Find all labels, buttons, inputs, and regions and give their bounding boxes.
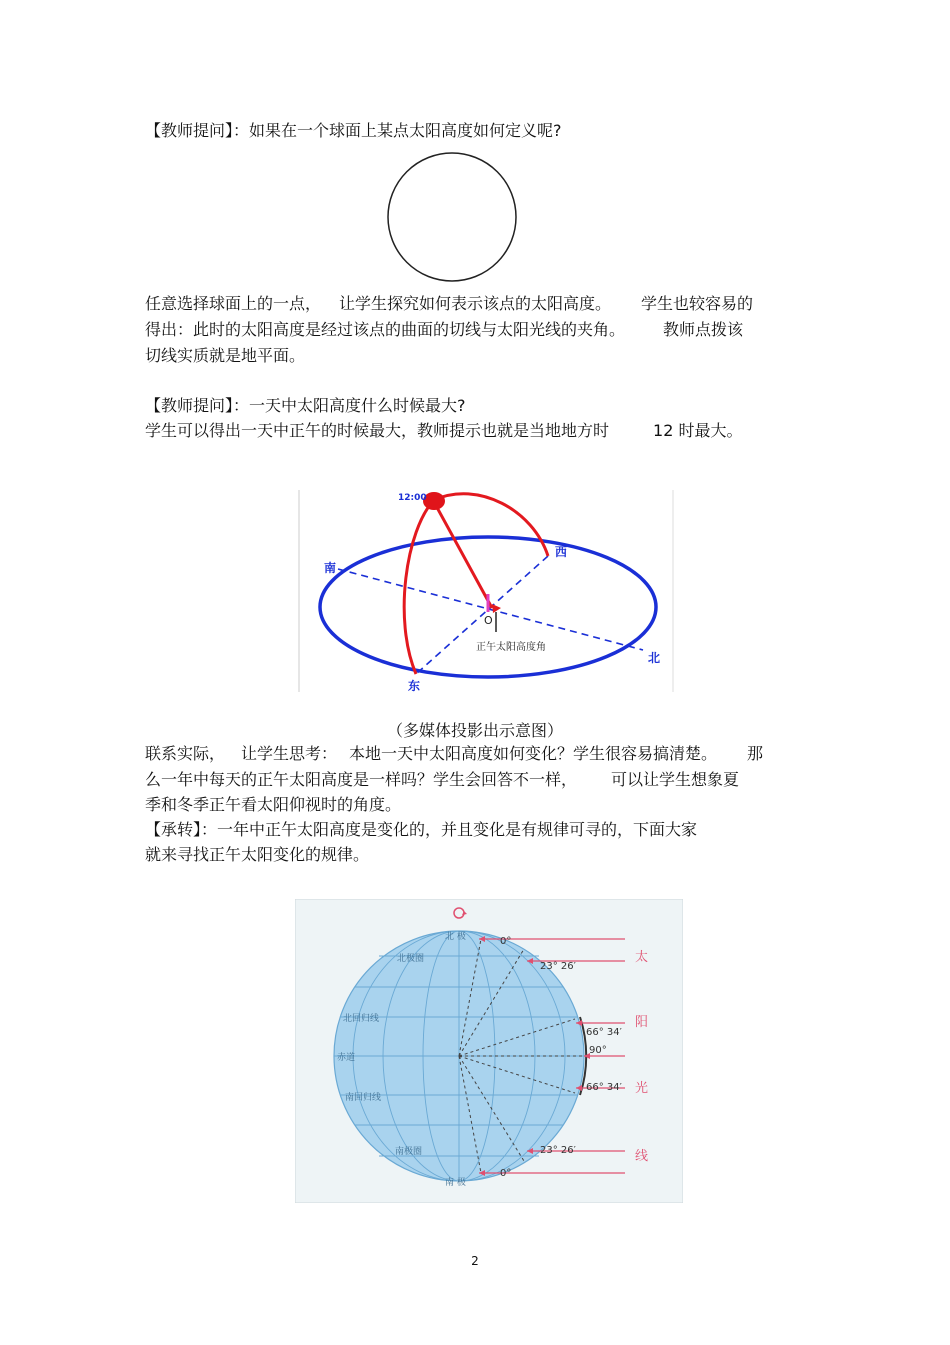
noon-sun-altitude-diagram (298, 490, 674, 692)
p1-l2-b: 教师点拨该 (663, 320, 744, 339)
p3-l2-b: 可以让学生想象夏 (611, 770, 740, 789)
p3-l1-d: 那 (747, 744, 764, 763)
paragraph-3-line-3: 季和冬季正午看太阳仰视时的角度。 (145, 795, 402, 814)
teacher-question-2: 【教师提问】：一天中太阳高度什么时候最大? (145, 396, 466, 415)
tropic-capricorn-label: 南回归线 (345, 1093, 382, 1103)
paragraph-1-line-1 (145, 294, 753, 314)
west-label: 西 (555, 545, 568, 559)
paragraph-1-line-3: 切线实质就是地平面。 (145, 346, 306, 365)
angle-label-4: 66° 34′ (586, 1082, 622, 1093)
p3-l1-c: 本地一天中太阳高度如何变化？学生很容易搞清楚。 (349, 744, 718, 763)
tropic-cancer-label: 北回归线 (343, 1014, 380, 1024)
p3-l1-a: 联系实际， (145, 744, 226, 763)
south-label: 南 (324, 561, 337, 575)
paragraph-3-line-2 (145, 770, 739, 790)
globe-sun-rays-diagram (295, 899, 683, 1203)
sun-ray-char-0: 太 (635, 950, 649, 965)
angle-label-0: 0° (500, 936, 512, 947)
transition-line-2: 就来寻找正午太阳变化的规律。 (145, 845, 370, 864)
equator-label: 赤道 (337, 1053, 356, 1063)
p2-b: 12 时最大。 (653, 421, 743, 440)
sun-ray-char-1: 阳 (635, 1015, 649, 1030)
east-west-line (416, 556, 548, 674)
p3-l2-a: 么一年中每天的正午太阳高度是一样吗？学生会回答不一样， (145, 770, 578, 789)
antarctic-circle-label: 南极圈 (395, 1147, 423, 1157)
paragraph-2 (145, 421, 742, 441)
sphere-circle-figure (384, 152, 520, 282)
p1-l1-c: 学生也较容易的 (641, 294, 754, 313)
sun-ray-line (434, 502, 492, 608)
angle-caption: 正午太阳高度角 (476, 642, 546, 653)
angle-label-3: 90° (589, 1045, 607, 1056)
paragraph-3-line-1 (145, 744, 763, 764)
angle-label-5: 23° 26′ (540, 1145, 576, 1156)
paragraph-1-line-2 (145, 320, 743, 340)
time-label: 12:00 (398, 493, 427, 503)
figure-1-caption: （多媒体投影出示意图） (386, 721, 563, 740)
sun-ray-char-3: 线 (635, 1149, 649, 1164)
angle-label-6: 0° (500, 1168, 512, 1179)
angle-label-1: 23° 26′ (540, 961, 576, 972)
teacher-question-1: 【教师提问】：如果在一个球面上某点太阳高度如何定义呢? (145, 121, 562, 140)
page-number: 2 (471, 1254, 479, 1268)
p1-l1-a: 任意选择球面上的一点， (145, 294, 322, 313)
p2-a: 学生可以得出一天中正午的时候最大，教师提示也就是当地地方时 (145, 421, 610, 440)
east-label: 东 (408, 679, 421, 692)
sun-path-arc-west (434, 494, 548, 556)
angle-label-2: 66° 34′ (586, 1027, 622, 1038)
north-pole-label: 北 极 (445, 932, 466, 942)
p1-l2-a: 得出：此时的太阳高度是经过该点的曲面的切线与太阳光线的夹角。 (145, 320, 626, 339)
arctic-circle-label: 北极圈 (397, 954, 425, 964)
south-pole-label: 南 极 (445, 1178, 466, 1188)
p3-l1-b: 让学生思考： (241, 744, 338, 763)
south-north-line (338, 569, 643, 650)
point-o-label: O (484, 614, 493, 627)
transition-line-1: 【承转】：一年中正午太阳高度是变化的，并且变化是有规律可寻的，下面大家 (145, 820, 698, 839)
north-label: 北 (648, 651, 661, 665)
sun-ray-char-2: 光 (635, 1081, 649, 1096)
p1-l1-b: 让学生探究如何表示该点的太阳高度。 (339, 294, 612, 313)
